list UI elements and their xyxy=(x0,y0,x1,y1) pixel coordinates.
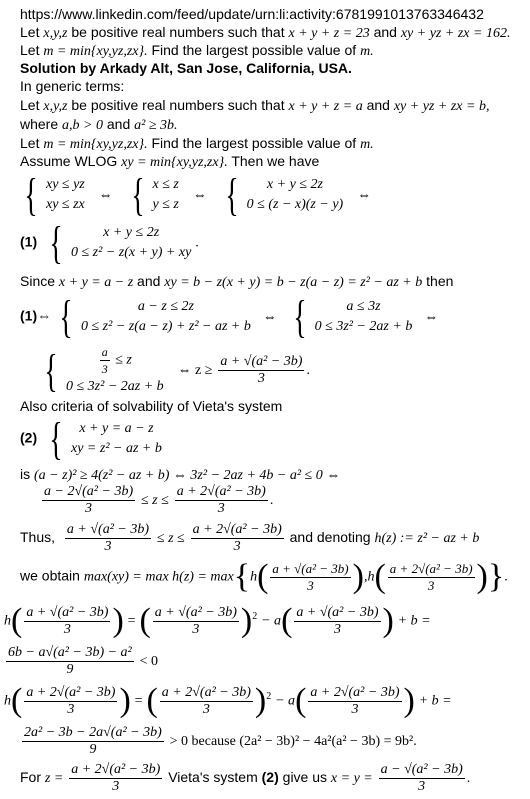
generic-intro: In generic terms: xyxy=(20,78,125,94)
problem-line-2: Let m = min{xy,yz,zx}. Find the largest possible value of m. xyxy=(20,42,374,59)
system-s5: a − z ≤ 2z 0 ≤ z² − z(a − z) + z² − az + b xyxy=(81,299,251,334)
source-url[interactable]: https://www.linkedin.com/feed/update/urn:li:activity:6781991013763346432 xyxy=(20,6,484,22)
since-line: Since x + y = a − z and xy = b − z(x + y) = b − z(a − z) = z² − az + b then xyxy=(20,273,454,290)
system-7-row: { $\frac{a}{3}$ ≤ z 0 ≤ 3z² − 2az + b ⇔ z ≥ $\frac{\text{a + √(a² − 3b)}}{3}$ . xyxy=(44,344,310,396)
vieta-system-row: (2) { x + y = a − z xy = z² − az + b xyxy=(20,413,162,464)
system-1-row: (1) { x + y ≤ 2z 0 ≤ z² − z(x + y) + xy . xyxy=(20,217,199,268)
system-s3: x + y ≤ 2z 0 ≤ (z − x)(z − y) xyxy=(246,177,344,212)
problem-line-1: Let x,y,z be positive real numbers such that x + y + z = 23 and xy + yz + zx = 162. xyxy=(20,24,511,41)
systems-row-1: { xy ≤ yz xy ≤ zx ⇔ { x ≤ z y ≤ z ⇔ { x + y ≤ 2z 0 ≤ (z − x)(z − y) ⇔ xyxy=(24,169,372,220)
vieta-is-line: is (a − z)² ≥ 4(z² − az + b) ⇔ 3z² − 2az + 4b − a² ≤ 0 ⇔ xyxy=(20,466,341,483)
h2-result: $\frac{\text{2a² − 3b − 2a√(a² − 3b)}}{9}$ > 0 because (2a² − 3b)² − 4a²(a² − 3b) = 9b². xyxy=(24,725,417,757)
assume-line: Assume WLOG xy = min{xy,yz,zx}. Then we have xyxy=(20,153,320,170)
system-s6: a ≤ 3z 0 ≤ 3z² − 2az + b xyxy=(314,299,413,334)
vieta-range-line: $\frac{\text{a − 2√(a² − 3b)}}{3}$ ≤ z ≤ $\frac{\text{a + 2√(a² − 3b)}}{3}$ . xyxy=(44,484,274,516)
system-s1: xy ≤ yz xy ≤ zx xyxy=(45,177,85,212)
system-5-row: (1)⇔ { a − z ≤ 2z 0 ≤ z² − z(a − z) + z² − az + b ⇔ { a ≤ 3z 0 ≤ 3z² − 2az + b ⇔ xyxy=(20,291,439,342)
system-s7: $\frac{a}{3}$ ≤ z 0 ≤ 3z² − 2az + b xyxy=(65,345,164,394)
vieta-intro: Also criteria of solvability of Vieta's system xyxy=(20,398,283,414)
system-vieta: x + y = a − z xy = z² − az + b xyxy=(71,421,162,456)
h1-equation: h( $\frac{\text{a + √(a² − 3b)}}{3}$ ) = ( $\frac{\text{a + √(a² − 3b)}}{3}$ )$^2$ − a( $\frac{\text{a + √(a² − 3b)}}{3}$ ) + b = xyxy=(4,602,431,639)
system-s2: x ≤ z y ≤ z xyxy=(152,177,179,212)
h1-result: $\frac{\text{6b − a√(a² − 3b) − a²}}{9}$ < 0 xyxy=(8,645,159,677)
generic-line-3: Let m = min{xy,yz,zx}. Find the largest possible value of m. xyxy=(20,135,374,152)
thus-line: Thus, $\frac{\text{a + √(a² − 3b)}}{3}$ ≤ z ≤ $\frac{\text{a + 2√(a² − 3b)}}{3}$ and denoting h(z) := z² − az + b xyxy=(20,522,480,554)
h2-equation: h( $\frac{\text{a + 2√(a² − 3b)}}{3}$ ) = ( $\frac{\text{a + 2√(a² − 3b)}}{3}$ )$^2$ − a( $\frac{\text{a + 2√(a² − 3b)}}{3}$ ) + b = xyxy=(4,682,452,719)
final-line: For z = $\frac{\text{a + 2√(a² − 3b)}}{3}$ Vieta's system (2) give us x = y = $\frac{\text{a − √(a² − 3b)}}{3}$ . xyxy=(20,762,471,794)
generic-line-2: where a,b > 0 and a² ≥ 3b. xyxy=(20,116,178,133)
generic-line-1: Let x,y,z be positive real numbers such that x + y + z = a and xy + yz + zx = b, xyxy=(20,97,490,114)
obtain-line: we obtain max(xy) = max h(z) = max{h( $\frac{\text{a + √(a² − 3b)}}{3}$ ),h( $\frac{\text{a + 2√(a² − 3b)}}{3}$ )}. xyxy=(20,558,508,595)
system-s4: x + y ≤ 2z 0 ≤ z² − z(x + y) + xy xyxy=(71,225,192,260)
solution-heading: Solution by Arkady Alt, San Jose, California, USA. xyxy=(20,60,352,76)
